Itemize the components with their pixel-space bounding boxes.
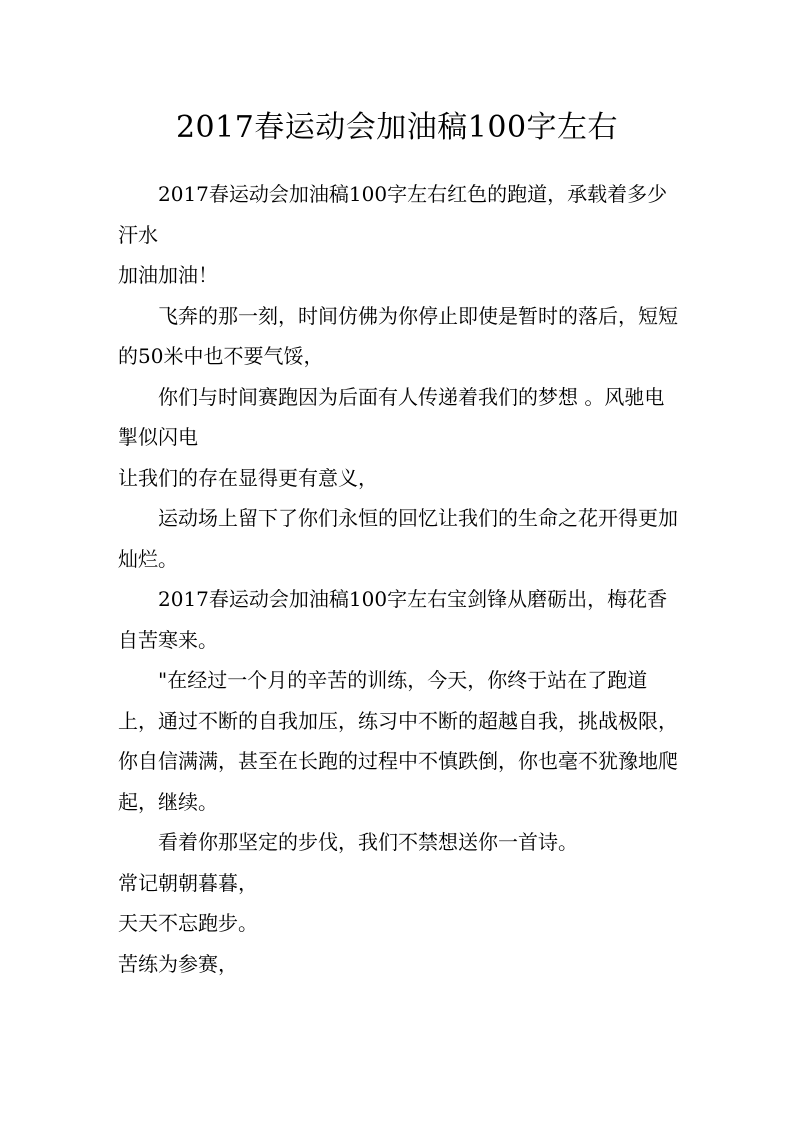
paragraph-4: 你们与时间赛跑因为后面有人传递着我们的梦想 。风驰电掣似闪电 <box>118 384 665 449</box>
paragraph-11: 天天不忘跑步。 <box>118 911 258 935</box>
paragraph-3: 飞奔的那一刻，时间仿佛为你停止即使是暂时的落后，短短的50米中也不要气馁， <box>118 303 678 368</box>
document-title: 2017春运动会加油稿100字左右 <box>175 110 619 145</box>
document-body <box>118 174 678 984</box>
paragraph-2: 加油加油！ <box>118 263 218 287</box>
paragraph-9: 看着你那坚定的步伐，我们不禁想送你一首诗。 <box>158 830 578 854</box>
paragraph-1: 2017春运动会加油稿100字左右红色的跑道，承载着多少汗水 <box>118 182 668 247</box>
paragraph-6: 运动场上留下了你们永恒的回忆让我们的生命之花开得更加灿烂。 <box>118 506 678 571</box>
paragraph-5: 让我们的存在显得更有意义， <box>118 465 378 490</box>
paragraph-7: 2017春运动会加油稿100字左右宝剑锋从磨砺出，梅花香自苦寒来。 <box>118 587 668 652</box>
paragraph-12: 苦练为参赛， <box>118 951 238 976</box>
paragraph-8: "在经过一个月的辛苦的训练，今天，你终于站在了跑道上，通过不断的自我加压，练习中不断的超越自我，挑战极限，你自信满满，甚至在长跑的过程中不慎跌倒，你也毫不犹豫地爬起，继续。 <box>118 668 678 814</box>
paragraph-10: 常记朝朝暮暮， <box>118 870 258 895</box>
